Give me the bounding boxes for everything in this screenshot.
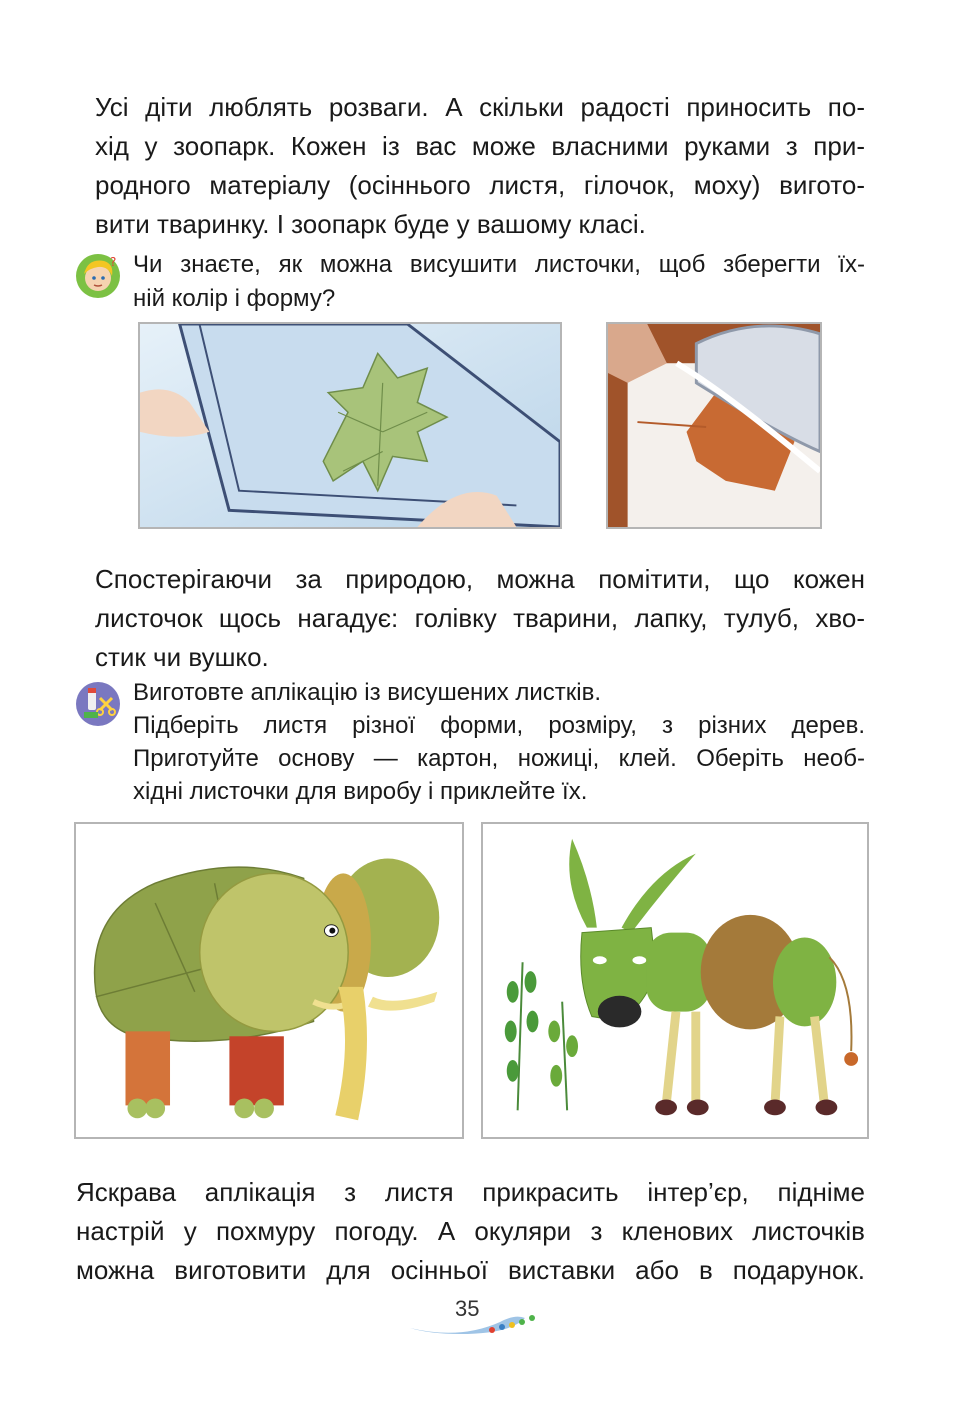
observation-paragraph	[95, 560, 865, 677]
observation-line: листочок щось нагадує: голівку тварини, лапку, тулуб, хво-	[95, 603, 865, 633]
task-line: Виготовте аплікацію із висушених листків.	[133, 679, 602, 706]
curious-child-icon	[74, 252, 122, 300]
closing-line: настрій у похмуру погоду. А окуляри з кленових листочків	[76, 1216, 865, 1246]
task-line: хідні листочки для виробу і приклейте їх.	[133, 778, 588, 805]
observation-line: Спостерігаючи за природою, можна помітити, що кожен	[95, 564, 865, 594]
task-line: Підберіть листя різної форми, розміру, з різних дерев.	[133, 712, 865, 739]
intro-line: Усі діти люблять розваги. А скільки радості приносить по-	[95, 92, 865, 122]
closing-line: Яскрава аплікація з листя прикрасить інтер’єр, підніме	[76, 1177, 865, 1207]
closing-paragraph	[76, 1173, 865, 1290]
question-text	[133, 248, 865, 316]
closing-line: можна виготовити для осінньої виставки або в подарунок.	[76, 1255, 865, 1285]
craft-tools-icon	[74, 680, 122, 728]
observation-line: стик чи вушко.	[95, 642, 269, 672]
task-text	[133, 676, 865, 808]
leaf-elephant-photo	[74, 822, 464, 1139]
svg-text:?: ?	[110, 255, 117, 269]
intro-line: вити тваринку. І зоопарк буде у вашому класі.	[95, 209, 646, 239]
question-line: Чи знаєте, як можна висушити листочки, щоб зберегти їх-	[133, 251, 865, 278]
leaf-donkey-photo	[481, 822, 869, 1139]
intro-paragraph	[95, 88, 865, 244]
question-line: ній колір і форму?	[133, 285, 336, 312]
task-line: Приготуйте основу — картон, ножиці, клей. Оберіть необ-	[133, 745, 865, 772]
ironing-leaf-photo	[606, 322, 822, 529]
page-number: 35	[455, 1296, 480, 1321]
leaf-in-book-photo	[138, 322, 562, 529]
intro-line: хід у зоопарк. Кожен із вас може власними руками з при-	[95, 131, 865, 161]
intro-line: родного матеріалу (осіннього листя, гілочок, моху) вигото-	[95, 170, 865, 200]
